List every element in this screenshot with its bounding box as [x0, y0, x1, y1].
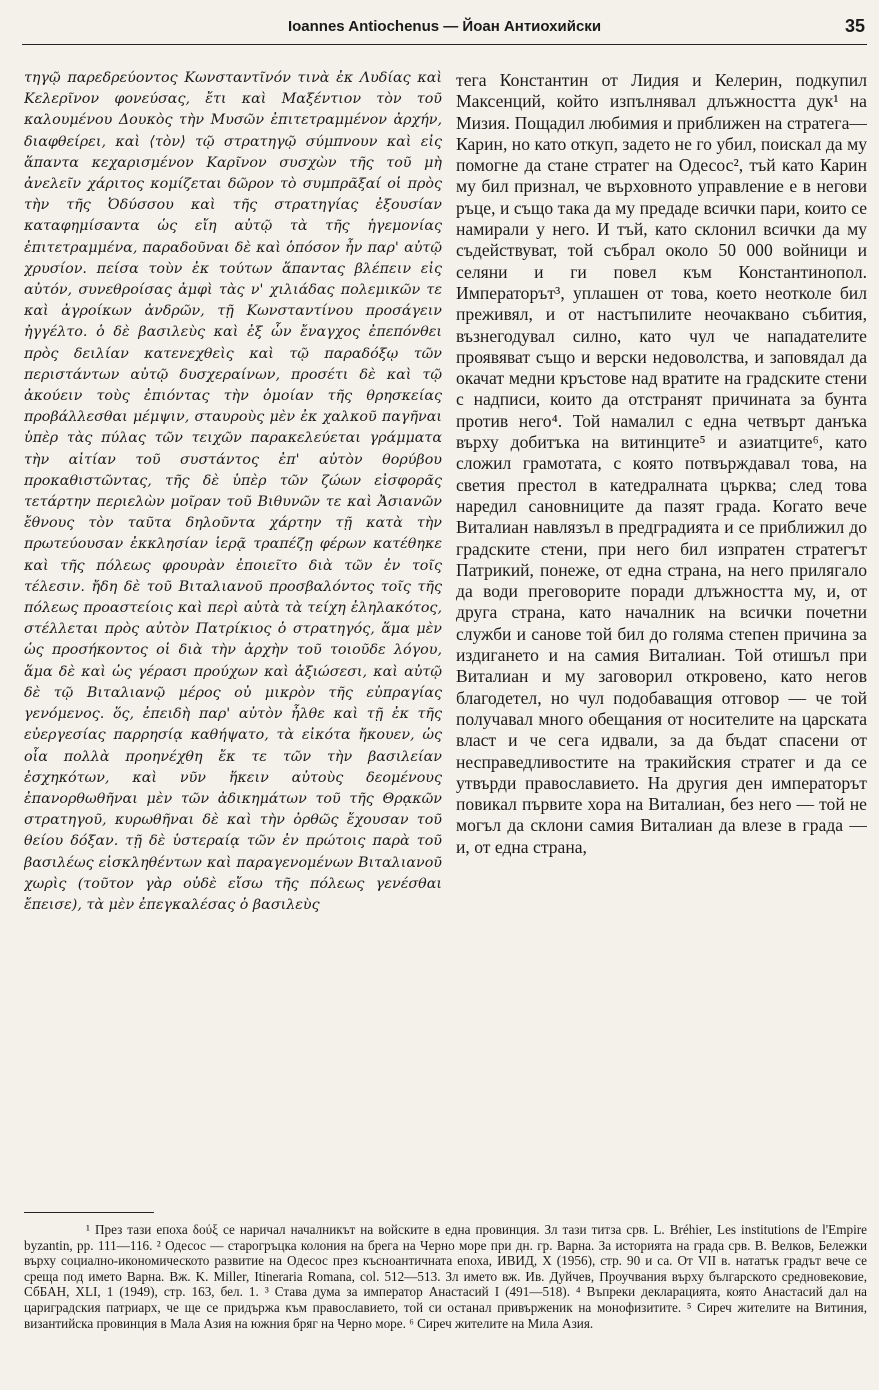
running-header	[22, 14, 867, 45]
footnotes	[24, 1222, 867, 1382]
greek-text-column: τηγῷ παρεδρεύοντος Κωνσταντῖνόν τινὰ ἐκ Λυδίας καὶ Κελερῖνον φονεύσας, ἔτι καὶ Μαξέντιον τὸν τοῦ καλουμένου Δουκὸς τὴν Μυσῶν ἐπιτετραμμένον ἀρχήν, διαφθείρει, καὶ ⟨τὸν⟩ τῷ στρατηγῷ σύμπνουν καὶ εἰς ἅπαντα κεχαρισμένον Καρῖνον συσχὼν τῆς τοῦ μὴ ἀνελεῖν χάριτος κομίζεται δῶρον τὸ συμπρᾶξαί οἱ πρὸς τὴν τῆς Ὀδύσσου καὶ τῆς στρατηγίας ἐξουσίαν καταφημίσαντα ὡς εἴη αὐτῷ τὰ τῆς ἡγεμονίας ἐπιτετραμμένα, παραδοῦναι δὲ καὶ ὁπόσον ἦν παρ' αὐτῷ χρυσίον. πείσα τοὺν ἐκ τούτων ἅπαντας βλέπειν εἰς αὐτόν, συνεθροίσας ἀμφὶ τὰς ν' χιλιάδας πολεμικῶν τε καὶ ἀγροίκων ἀνδρῶν, τῇ Κωνσταντίνου προσάγειν ἠγγέλτο. ὁ δὲ βασιλεὺς καὶ ἐξ ὧν ἔναγχος ἐπεπόνθει πρὸς δειλίαν κατενεχθεὶς καὶ τῷ παραδόξῳ τῶν περιστάντων αὐτῷ δυσχεραίνων, προσέτι δὲ καὶ τῷ ἀκούειν τοὺς ἐπιόντας τὴν ὁμοίαν τῆς θρησκείας προβάλλεσθαι μέμψιν, σταυροὺς μὲν ἐκ χαλκοῦ παγῆναι ὑπὲρ τὰς πύλας τῶν τειχῶν παρακελεύεται γράμματα τὴν αἰτίαν τοῦ συστάντος ἐπ' αὐτὸν θορύβου προκαθιστῶντας, τῆς δὲ ὑπὲρ τῶν ζώων εἰσφορᾶς τετάρτην περιελὼν μοῖραν τοῦ Βιθυνῶν τε καὶ Ἀσιανῶν ἔθνους τὸν ταῦτα δηλοῦντα χάρτην τῇ κατὰ τὴν πρωτεύουσαν ἐκκλησίαν ἱερᾷ τραπέζῃ φέρων κατέθηκε καὶ τῆς πόλεως φρουρὰν ἐποιεῖτο διὰ τῶν ἐν τοῖς τέλεσιν. ἤδη δὲ τοῦ Βιταλιανοῦ προσβαλόντος τοῖς τῆς πόλεως προαστείοις καὶ περὶ αὐτὰ τὰ τείχη ἐληλακότος, στέλλεται πρὸς αὐτὸν Πατρίκιος ὁ στρατηγός, ἅμα μὲν ὡς προσήκοντος οἱ διὰ τὴν ἀρχὴν τοῦ τοιοῦδε λόγου, ἅμα δὲ καὶ ὡς γέρασι προύχων καὶ ἀξιώσεσι, καὶ αὐτῷ δὲ τῷ Βιταλιανῷ μέρος οὐ μικρὸν τῆς εὐπραγίας γενόμενος. ὅς, ἐπειδὴ παρ' αὐτὸν ἦλθε καὶ τῇ ἐκ τῆς εὐεργεσίας παρρησίᾳ καθήψατο, τὰ εἰκότα ἤκουεν, ὡς οἷα πολλὰ προηνέχθη ἔκ τε τῶν τὴν βασιλείαν ἐσχηκότων, καὶ νῦν ἥκειν αὐτοὺς δεομένους ἐπανορθωθῆναι μὲν τῶν ἀδικημάτων τοῦ τῆς Θρᾳκῶν στρατηγοῦ, κυρωθῆναι δὲ καὶ τὴν ὀρθῶς ἔχουσαν τοῦ θείου δόξαν. τῇ δὲ ὑστεραίᾳ τῶν ἐν πρώτοις παρὰ τοῦ βασιλέως εἰσκληθέντων καὶ παραγενομένων Βιταλιανοῦ χωρὶς (τοῦτον γὰρ οὐδὲ εἴσω τῆς πόλεως γενέσθαι ἔπεισε), τὰ μὲν ἐπεγκαλέσας ὁ βασιλεὺς	[24, 70, 442, 913]
bulgarian-translation-column: тега Константин от Лидия и Келерин, подкупил Максенций, който изпълнявал длъжността дук¹ на Мизия. Пощадил любимия и приближен на стратега—Карин, но като откуп, задето не го убил, поискал да му помогне да стане стратег на Одесос², тъй като Карин му бил признал, че върховното управление е в негови ръце, и също така да му предаде всички пари, които се намирали у него. И тъй, като склонил всички да му съдействуват, той събрал около 50 000 войници и селяни и ги повел към Константинопол. Императорът³, уплашен от това, което неотколе бил преживял, и от настъпилите неочаквано събития, възнегодувал силно, като чул че нападателите проявяват също и верски недоволства, и заповядал да окачат медни кръстове над вратите на градските стени с надписи, които да отстранят причината за бунта против него⁴. Той намалил с една четвърт данъка върху добитъка на витинците⁵ и азиатците⁶, като сложил грамотата, с която потвърждавал това, на светия престол в катедралната църква; след това наредил сановниците да пазят града. Когато вече Виталиан навлязъл в предградията и се приближил до градските стени, при него бил изпратен стратегът Патрикий, понеже, от една страна, на него прилягало да води преговорите поради длъжността му, и, от друга страна, като началник на всички почетни служби и санове той бил до голяма степен причина за издигането и на самия Виталиан. Той отишъл при Виталиан и му заговорил откровено, като негов благодетел, но чул подобаващия отговор — че той получавал много обещания от носителите на царската власт и че сега идвали, за да бъдат спасени от несправедливостите на тракийския стратег и да се утвърди православието. На другия ден императорът повикал първите хора на Виталиан, без него — той не могъл да склони самия Виталиан да влезе в града — и, от една страна,	[456, 70, 867, 857]
footnote-divider	[24, 1212, 154, 1213]
page-number: 35	[844, 16, 865, 36]
footnote-paragraph: ¹ През тази епоха δούξ се наричал началникът на войските в една провинция. Зл тази титза срв. L. Bréhier, Les institutions de l'Empire byzantin, pp. 111—116. ² Одесос — старогръцка колония на брега на Черно море при дн. гр. Варна. За историята на града срв. В. Велков, Бележки върху социално-икономическото развитие на Одесос през късноантичната епоха, ИВИД, X (1956), стр. 90 и са. От VII в. нататък градът вече се среща под името Варна. Вж. K. Miller, Itineraria Romana, col. 512—513. Зл името вж. Ив. Дуйчев, Проучвания върху българското средновековие, СбБАН, XLI, 1 (1949), стр. 163, бел. 1. ³ Става дума за император Анастасий I (491—518). ⁴ Въпреки декларацията, която Анастасий дал на цариградския патриарх, че ще се придържа към православието, той си останал привърженик на монофизитите. ⁵ Сиреч жителите на Витиния, византийска провинция в Мала Азия на южния бряг на Черно море. ⁶ Сиреч жителите на Мила Азия.	[24, 1222, 867, 1331]
running-title: Ioannes Antiochenus — Йоан Антиохийски	[287, 18, 602, 35]
